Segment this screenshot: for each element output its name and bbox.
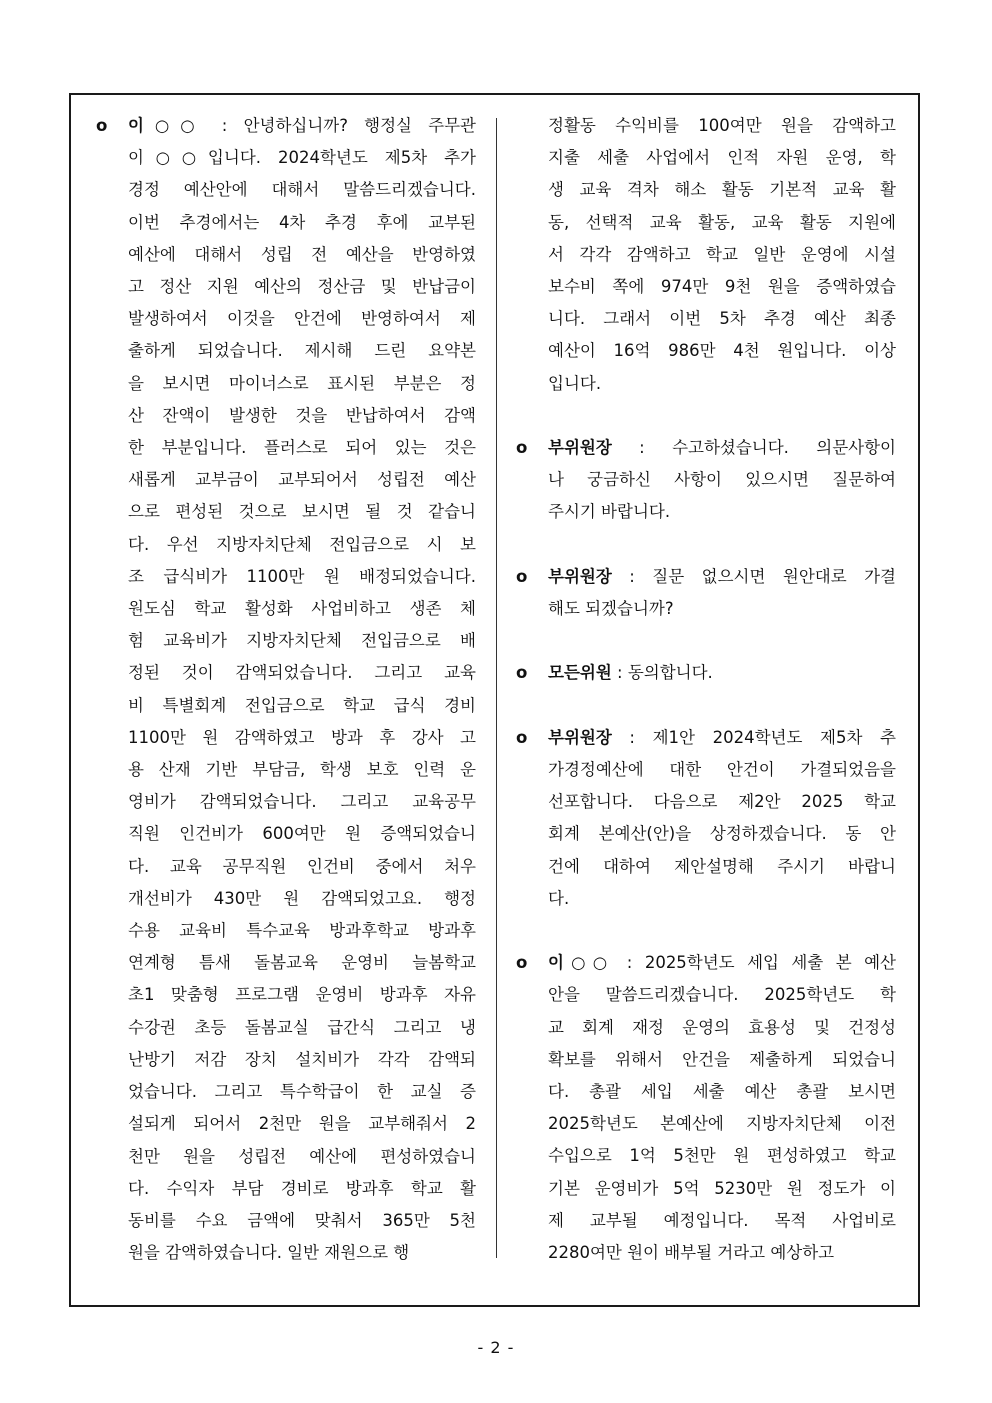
text-line: 니다. 그래서 이번 5차 추경 예산 최종 (548, 309, 896, 329)
text-line: 수강권 초등 돌봄교실 급간식 그리고 냉 (128, 1017, 476, 1037)
text-line: 새롭게 교부금이 교부되어서 성립전 예산 (128, 470, 476, 490)
text-line: 2025학년도 본예산에 지방자치단체 이전 (548, 1114, 896, 1134)
text-line: 다. 교육 공무직원 인건비 중에서 처우 (128, 856, 476, 876)
speech-text: : 2025학년도 세입 세출 본 예산 (614, 953, 896, 973)
speech-entry (516, 722, 896, 915)
text-line: 1100만 원 감액하였고 방과 후 강사 고 (128, 727, 476, 747)
text-line: 가경정예산에 대한 안건이 가결되었음을 (548, 760, 896, 779)
bullet-marker: o (516, 438, 528, 458)
speech-entry (516, 657, 896, 689)
bullet-marker: o (96, 116, 108, 135)
text-line: 해도 되겠습니까? (548, 599, 674, 619)
text-line: 고 정산 지원 예산의 정산금 및 반납금이 (128, 277, 476, 297)
speaker-name: 모든위원 (548, 663, 612, 683)
speech-continuation (516, 110, 896, 400)
text-line: 동비를 수요 금액에 맞춰서 365만 5천 (128, 1210, 476, 1230)
text-line: 기본 운영비가 5억 5230만 원 정도가 이 (548, 1178, 896, 1198)
text-line: 이번 추경에서는 4차 추경 후에 교부된 (128, 212, 476, 232)
text-line: 난방기 저감 장치 설치비가 각각 감액되 (128, 1049, 476, 1069)
text-line: 원을 감액하였습니다. 일반 재원으로 행 (128, 1243, 410, 1263)
text-line: 동, 선택적 교육 활동, 교육 활동 지원에 (548, 212, 896, 232)
speech-entry (516, 947, 896, 1269)
text-line: 보수비 쪽에 974만 9천 원을 증액하였습 (548, 277, 896, 297)
speech-text: : 동의합니다. (611, 663, 713, 683)
text-line: 수입으로 1억 5천만 원 편성하였고 학교 (548, 1146, 896, 1166)
speech-text: : 제1안 2024학년도 제5차 추 (611, 727, 896, 747)
speech-entry (516, 432, 896, 529)
text-line: 안을 말씀드리겠습니다. 2025학년도 학 (548, 985, 896, 1005)
text-line: 천만 원을 성립전 예산에 편성하였습니 (128, 1146, 476, 1166)
text-line: 설되게 되어서 2천만 원을 교부해줘서 2 (128, 1114, 476, 1134)
text-line: 확보를 위해서 안건을 제출하게 되었습니 (548, 1049, 896, 1069)
text-line: 예산에 대해서 성립 전 예산을 반영하였 (128, 244, 476, 264)
text-line: 나 궁금하신 사항이 있으시면 질문하여 (548, 470, 896, 490)
left-column (96, 110, 476, 1302)
text-line: 출하게 되었습니다. 제시해 드린 요약본 (128, 341, 476, 361)
text-line: 조 급식비가 1100만 원 배정되었습니다. (128, 566, 476, 586)
speech-text: : 안녕하십니까? 행정실 주무관 (205, 116, 476, 135)
text-line: 개선비가 430만 원 감액되었고요. 행정 (128, 888, 476, 908)
text-line: 경정 예산안에 대해서 말씀드리겠습니다. (128, 180, 476, 200)
text-line (548, 947, 896, 979)
text-line: 생 교육 격차 해소 활동 기본적 교육 활 (548, 180, 896, 200)
text-line: 다. (548, 888, 570, 908)
speaker-name: 부위원장 (548, 727, 612, 747)
speech-text: : 수고하셨습니다. 의문사항이 (611, 438, 896, 458)
text-line: 연계형 틈새 돌봄교육 운영비 늘봄학교 (128, 953, 476, 973)
text-line (548, 561, 896, 593)
text-line: 초1 맞춤형 프로그램 운영비 방과후 자유 (128, 985, 476, 1005)
text-line: 다. 우선 지방자치단체 전입금으로 시 보 (128, 534, 476, 554)
text-line (548, 722, 896, 754)
speech-entry (96, 110, 476, 1269)
text-line: 수용 교육비 특수교육 방과후학교 방과후 (128, 921, 476, 941)
text-line: 을 보시면 마이너스로 표시된 부분은 정 (128, 373, 476, 393)
text-line: 이○○입니다. 2024학년도 제5차 추가 (128, 148, 476, 168)
speaker-name: 이○○ (128, 116, 206, 135)
text-line: 선포합니다. 다음으로 제2안 2025 학교 (548, 792, 896, 812)
text-line: 입니다. (548, 373, 602, 393)
text-line: 다. 총괄 세입 세출 예산 총괄 보시면 (548, 1082, 896, 1102)
text-line (128, 110, 476, 142)
text-line (548, 657, 896, 689)
column-divider (496, 118, 497, 1258)
text-line: 제 교부될 예정입니다. 목적 사업비로 (548, 1210, 896, 1230)
text-line: 비 특별회계 전입금으로 학교 급식 경비 (128, 695, 476, 715)
text-line: 영비가 감액되었습니다. 그리고 교육공무 (128, 792, 476, 812)
text-line: 었습니다. 그리고 특수학급이 한 교실 증 (128, 1082, 476, 1102)
text-line: 주시기 바랍니다. (548, 502, 671, 522)
text-line: 산 잔액이 발생한 것을 반납하여서 감액 (128, 405, 476, 425)
speech-text: : 질문 없으시면 원안대로 가결 (611, 566, 896, 586)
text-line: 2280여만 원이 배부될 거라고 예상하고 (548, 1243, 835, 1263)
text-line (548, 432, 896, 464)
text-line: 정활동 수익비를 100여만 원을 감액하고 (548, 116, 896, 135)
right-column (516, 110, 896, 1301)
bullet-marker: o (516, 663, 528, 683)
speaker-name: 부위원장 (548, 438, 612, 458)
bullet-marker: o (516, 566, 528, 586)
text-line: 교 회계 재정 운영의 효용성 및 건정성 (548, 1017, 896, 1037)
text-line: 험 교육비가 지방자치단체 전입금으로 배 (128, 631, 476, 651)
text-line: 지출 세출 사업에서 인적 자원 운영, 학 (548, 148, 896, 168)
text-line: 예산이 16억 986만 4천 원입니다. 이상 (548, 341, 896, 361)
speech-entry (516, 561, 896, 625)
text-line: 한 부분입니다. 플러스로 되어 있는 것은 (128, 438, 476, 458)
text-line: 원도심 학교 활성화 사업비하고 생존 체 (128, 599, 476, 619)
bullet-marker: o (516, 953, 528, 973)
text-line: 으로 편성된 것으로 보시면 될 것 같습니 (128, 502, 476, 522)
speaker-name: 이○○ (548, 953, 615, 973)
page-number: - 2 - (477, 1338, 515, 1357)
text-line: 정된 것이 감액되었습니다. 그리고 교육 (128, 663, 476, 683)
text-line: 회계 본예산(안)을 상정하겠습니다. 동 안 (548, 824, 896, 844)
text-line: 다. 수익자 부담 경비로 방과후 학교 활 (128, 1178, 476, 1198)
text-line: 건에 대하여 제안설명해 주시기 바랍니 (548, 856, 896, 876)
text-line: 서 각각 감액하고 학교 일반 운영에 시설 (548, 244, 896, 264)
text-line: 직원 인건비가 600여만 원 증액되었습니 (128, 824, 476, 844)
speaker-name: 부위원장 (548, 566, 612, 586)
bullet-marker: o (516, 727, 528, 747)
text-line: 용 산재 기반 부담금, 학생 보호 인력 운 (128, 760, 476, 780)
text-line: 발생하여서 이것을 안건에 반영하여서 제 (128, 309, 476, 329)
